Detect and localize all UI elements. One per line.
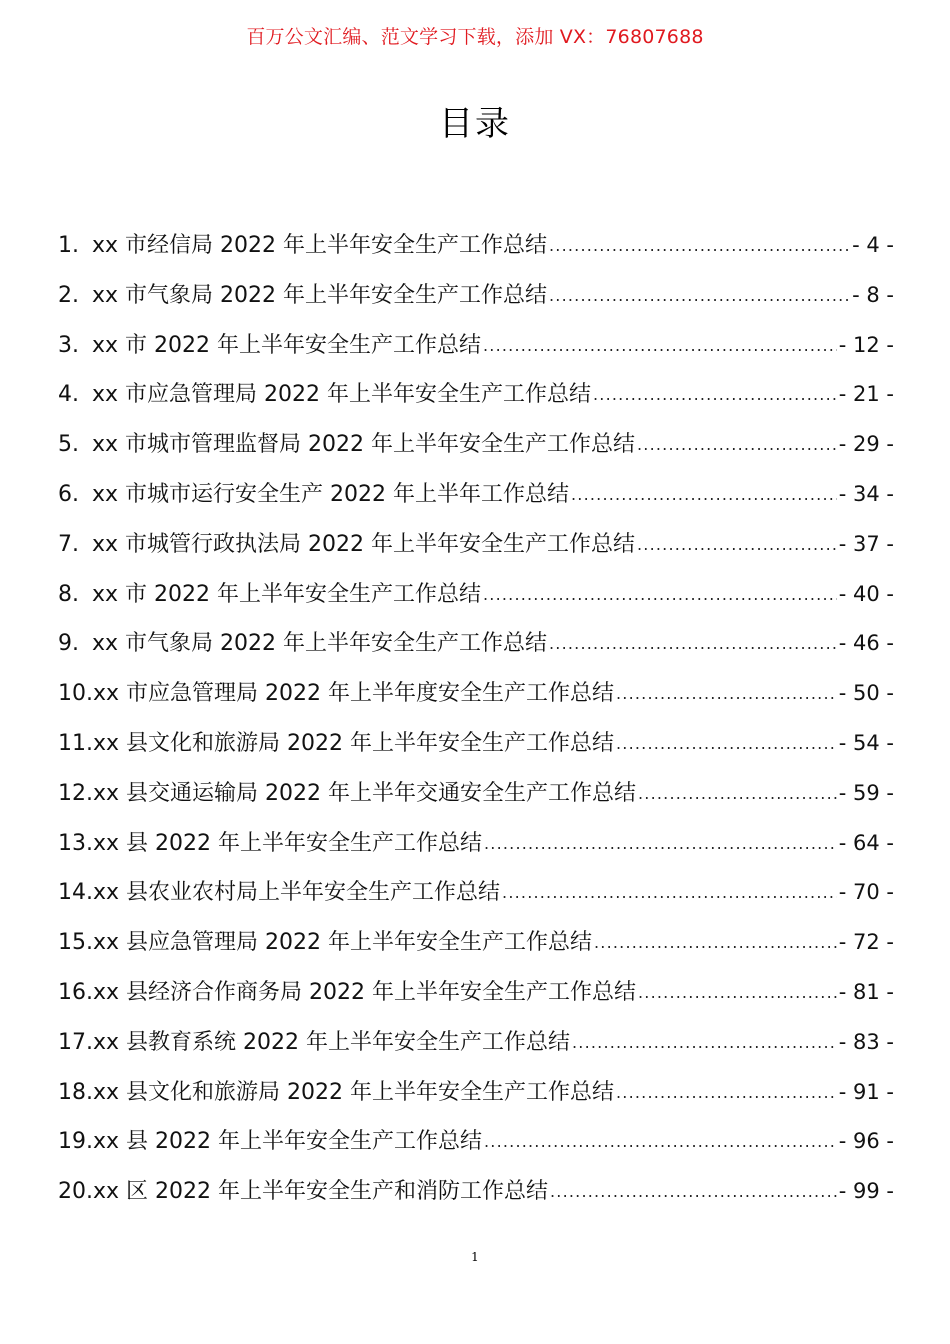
toc-entry-page: - 50 - bbox=[838, 681, 894, 706]
toc-entry[interactable] bbox=[58, 724, 894, 774]
toc-entry-title: xx 市 2022 年上半年安全生产工作总结 bbox=[92, 332, 482, 358]
toc-entry-title: xx 县 2022 年上半年安全生产工作总结 bbox=[93, 1129, 483, 1155]
dot-leader bbox=[484, 1123, 837, 1161]
dot-leader bbox=[616, 675, 837, 713]
toc-entry-page: - 59 - bbox=[838, 780, 894, 805]
page-number: 1 bbox=[471, 1250, 479, 1264]
dot-leader bbox=[616, 1074, 837, 1112]
toc-entry[interactable] bbox=[58, 923, 894, 973]
dot-leader bbox=[484, 825, 837, 863]
toc-entry[interactable] bbox=[58, 1073, 894, 1123]
toc-entry-title: xx 市城市运行安全生产 2022 年上半年工作总结 bbox=[92, 481, 570, 507]
dot-leader bbox=[572, 1024, 837, 1062]
toc-entry[interactable] bbox=[58, 1023, 894, 1073]
header-banner: 百万公文汇编、范文学习下载，添加 VX：76807688 bbox=[246, 26, 704, 48]
toc-entry-number: 15. bbox=[58, 930, 93, 956]
dot-leader bbox=[549, 277, 850, 315]
toc-entry-page: - 70 - bbox=[838, 880, 894, 905]
toc-entry[interactable] bbox=[58, 624, 894, 674]
toc-entry-number: 17. bbox=[58, 1029, 93, 1055]
toc-entry-page: - 64 - bbox=[838, 830, 894, 855]
toc-entry-title: xx 市 2022 年上半年安全生产工作总结 bbox=[92, 581, 482, 607]
dot-leader bbox=[594, 924, 837, 962]
table-of-contents bbox=[58, 226, 894, 1222]
toc-entry-title: xx 区 2022 年上半年安全生产和消防工作总结 bbox=[93, 1179, 549, 1205]
toc-entry-title: xx 市城管行政执法局 2022 年上半年安全生产工作总结 bbox=[92, 531, 636, 557]
toc-entry-number: 7. bbox=[58, 531, 79, 557]
toc-entry-number: 14. bbox=[58, 880, 93, 906]
toc-entry[interactable] bbox=[58, 973, 894, 1023]
toc-entry-title: xx 县教育系统 2022 年上半年安全生产工作总结 bbox=[93, 1029, 571, 1055]
toc-entry[interactable] bbox=[58, 1172, 894, 1222]
dot-leader bbox=[616, 725, 837, 763]
toc-entry-number: 16. bbox=[58, 979, 93, 1005]
dot-leader bbox=[571, 476, 837, 514]
toc-entry-page: - 81 - bbox=[838, 979, 894, 1004]
toc-entry-page: - 46 - bbox=[838, 631, 894, 656]
toc-entry-page: - 99 - bbox=[838, 1179, 894, 1204]
toc-entry-page: - 34 - bbox=[838, 481, 894, 506]
dot-leader bbox=[638, 775, 837, 813]
toc-entry[interactable] bbox=[58, 525, 894, 575]
toc-entry-title: xx 市应急管理局 2022 年上半年度安全生产工作总结 bbox=[93, 681, 615, 707]
toc-entry-title: xx 县文化和旅游局 2022 年上半年安全生产工作总结 bbox=[93, 1079, 615, 1105]
toc-entry-number: 1. bbox=[58, 233, 79, 258]
toc-entry-number: 10. bbox=[58, 681, 93, 707]
toc-entry[interactable] bbox=[58, 425, 894, 475]
toc-entry-title: xx 县农业农村局上半年安全生产工作总结 bbox=[93, 880, 501, 906]
toc-entry-page: - 29 - bbox=[838, 432, 894, 457]
toc-entry[interactable] bbox=[58, 774, 894, 824]
toc-entry-number: 13. bbox=[58, 830, 93, 856]
toc-entry-title: xx 市城市管理监督局 2022 年上半年安全生产工作总结 bbox=[92, 432, 636, 458]
page-title: 目录 bbox=[439, 104, 511, 144]
toc-entry[interactable] bbox=[58, 276, 894, 326]
toc-entry[interactable] bbox=[58, 1122, 894, 1172]
toc-entry-title: xx 市气象局 2022 年上半年安全生产工作总结 bbox=[92, 631, 548, 657]
toc-entry-number: 8. bbox=[58, 581, 79, 607]
toc-entry-page: - 72 - bbox=[838, 930, 894, 955]
toc-entry-number: 11. bbox=[58, 730, 93, 756]
dot-leader bbox=[637, 426, 837, 464]
toc-entry-page: - 83 - bbox=[838, 1029, 894, 1054]
dot-leader bbox=[638, 974, 837, 1012]
toc-entry-title: xx 县交通运输局 2022 年上半年交通安全生产工作总结 bbox=[93, 780, 637, 806]
toc-entry[interactable] bbox=[58, 326, 894, 376]
toc-entry[interactable] bbox=[58, 226, 894, 276]
toc-entry-title: xx 县 2022 年上半年安全生产工作总结 bbox=[93, 830, 483, 856]
toc-entry-number: 4. bbox=[58, 382, 79, 408]
toc-entry-page: - 21 - bbox=[838, 382, 894, 407]
toc-entry-title: xx 县文化和旅游局 2022 年上半年安全生产工作总结 bbox=[93, 730, 615, 756]
toc-entry-title: xx 市气象局 2022 年上半年安全生产工作总结 bbox=[92, 282, 548, 308]
toc-entry-title: xx 县经济合作商务局 2022 年上半年安全生产工作总结 bbox=[93, 979, 637, 1005]
dot-leader bbox=[483, 576, 837, 614]
toc-entry-number: 6. bbox=[58, 481, 79, 507]
toc-entry-page: - 54 - bbox=[838, 730, 894, 755]
dot-leader bbox=[549, 625, 837, 663]
dot-leader bbox=[637, 526, 837, 564]
dot-leader bbox=[502, 874, 837, 912]
toc-entry-number: 2. bbox=[58, 282, 79, 308]
toc-entry-page: - 8 - bbox=[852, 282, 894, 307]
dot-leader bbox=[593, 376, 837, 414]
dot-leader bbox=[549, 227, 850, 265]
toc-entry-page: - 37 - bbox=[838, 531, 894, 556]
dot-leader bbox=[550, 1173, 837, 1211]
toc-entry-title: xx 市应急管理局 2022 年上半年安全生产工作总结 bbox=[92, 382, 592, 408]
toc-entry-number: 19. bbox=[58, 1129, 93, 1155]
toc-entry-number: 3. bbox=[58, 332, 79, 358]
toc-entry-page: - 40 - bbox=[838, 581, 894, 606]
toc-entry-number: 18. bbox=[58, 1079, 93, 1105]
toc-entry-page: - 91 - bbox=[838, 1079, 894, 1104]
toc-entry-title: xx 县应急管理局 2022 年上半年安全生产工作总结 bbox=[93, 930, 593, 956]
toc-entry[interactable] bbox=[58, 674, 894, 724]
toc-entry-title: xx 市经信局 2022 年上半年安全生产工作总结 bbox=[92, 233, 548, 258]
toc-entry[interactable] bbox=[58, 375, 894, 425]
toc-entry-number: 20. bbox=[58, 1179, 93, 1205]
toc-entry-page: - 4 - bbox=[852, 233, 894, 257]
toc-entry[interactable] bbox=[58, 575, 894, 625]
toc-entry-number: 12. bbox=[58, 780, 93, 806]
toc-entry[interactable] bbox=[58, 873, 894, 923]
toc-entry-number: 5. bbox=[58, 432, 79, 458]
toc-entry[interactable] bbox=[58, 824, 894, 874]
toc-entry-number: 9. bbox=[58, 631, 79, 657]
toc-entry-page: - 12 - bbox=[838, 332, 894, 357]
toc-entry-page: - 96 - bbox=[838, 1129, 894, 1154]
dot-leader bbox=[483, 327, 837, 365]
toc-entry[interactable] bbox=[58, 475, 894, 525]
